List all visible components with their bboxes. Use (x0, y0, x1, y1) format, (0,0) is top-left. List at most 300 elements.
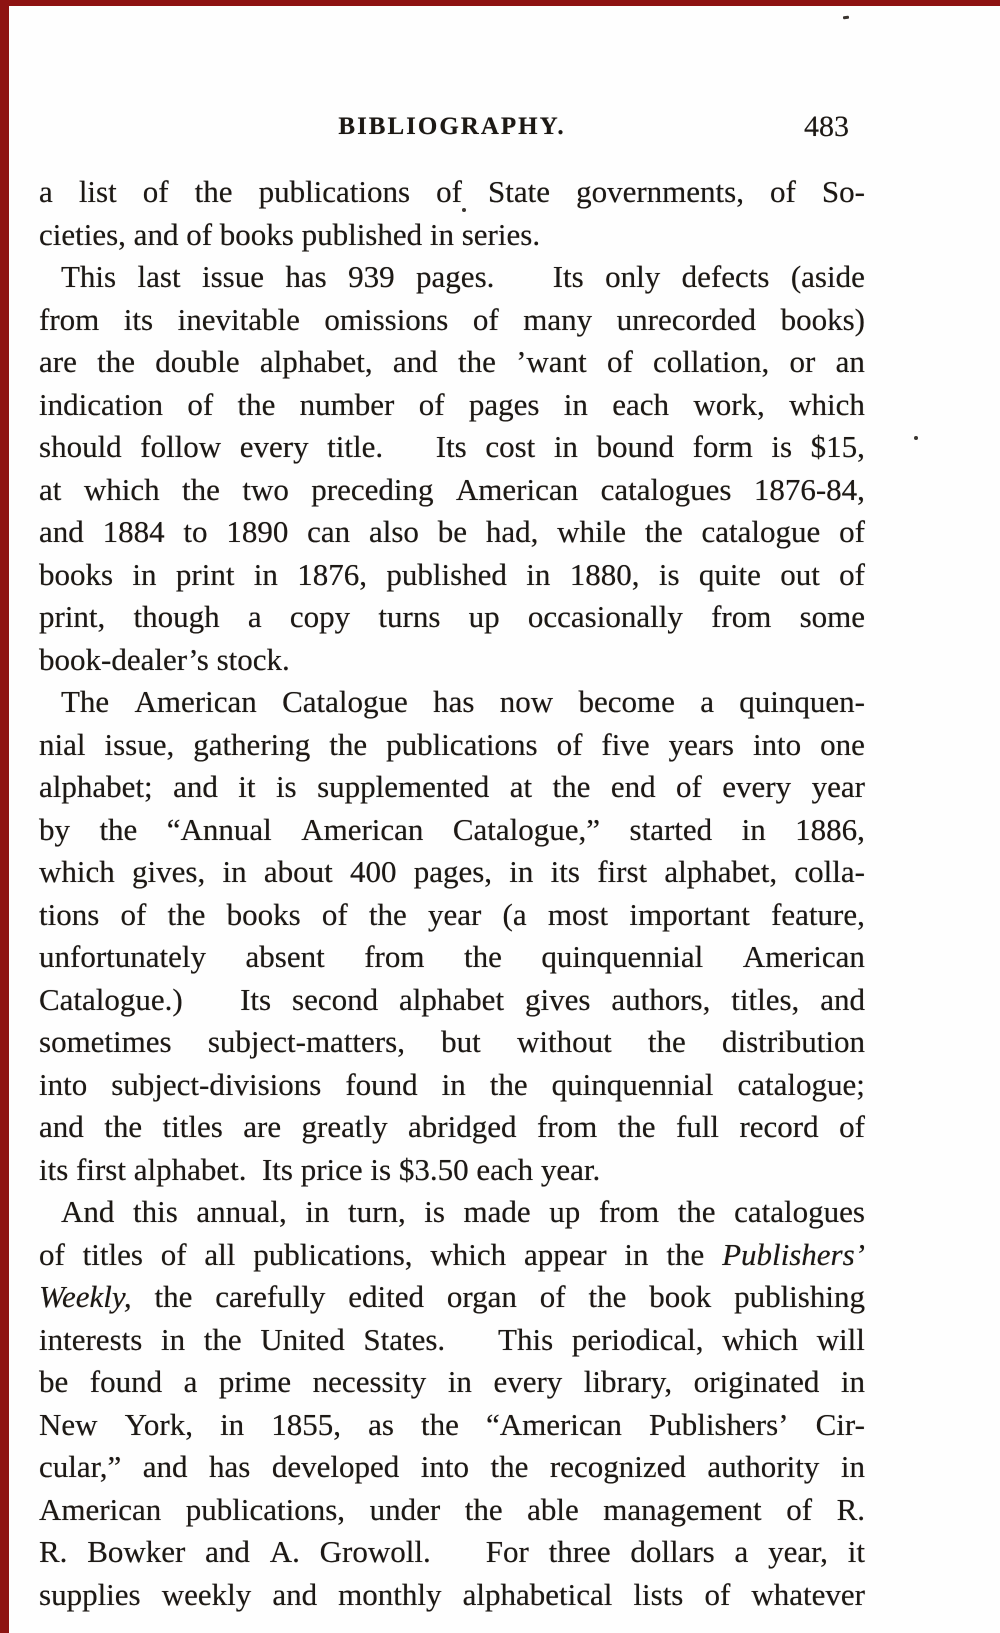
word: And (61, 1194, 115, 1229)
word: gives, (132, 854, 206, 889)
text-line (39, 1489, 865, 1532)
word: are (243, 1109, 282, 1144)
word: publications (258, 174, 411, 209)
word: it (847, 1534, 865, 1569)
word: 1855, (271, 1406, 342, 1442)
word: into (39, 1066, 88, 1102)
word: the (154, 1279, 193, 1314)
word: of (606, 344, 633, 379)
text-line (39, 171, 865, 214)
word: recognized (549, 1449, 686, 1484)
word: a (734, 1534, 749, 1569)
word: out (780, 556, 820, 592)
word: of (321, 896, 348, 932)
word: able (527, 1491, 579, 1527)
word: alphabet, (259, 344, 373, 379)
word: $15, (810, 429, 865, 464)
word: American (134, 684, 257, 719)
word: 1890 (226, 514, 289, 549)
word: number (299, 386, 395, 422)
word: abridged (408, 1109, 517, 1144)
word: of (436, 174, 462, 209)
text-line (39, 214, 865, 257)
word: each (612, 386, 670, 422)
word: of (142, 174, 169, 209)
word: the (457, 344, 496, 379)
word: 400 (349, 854, 397, 889)
word: the (368, 896, 407, 932)
word: in (526, 556, 551, 592)
word: is (658, 556, 680, 592)
word: in (840, 1449, 865, 1484)
word: catalogue; (737, 1066, 865, 1102)
word: catalogues (600, 471, 732, 507)
word: now (499, 684, 554, 719)
word: the (182, 471, 220, 507)
word: be (39, 1364, 69, 1399)
word: 1876, (297, 556, 368, 592)
word: American (301, 811, 424, 847)
word: supplies (39, 1576, 141, 1612)
word: titles (82, 1236, 143, 1272)
word: of (187, 386, 214, 422)
scan-edge-left (0, 0, 9, 1633)
text-line (39, 1319, 865, 1362)
word: of (786, 1491, 813, 1527)
word: and (272, 1576, 318, 1612)
text-line (39, 894, 865, 937)
word: Catalogue (282, 684, 408, 719)
word: absent (245, 939, 325, 974)
word: this (132, 1194, 178, 1229)
word: up (549, 1194, 581, 1229)
word: print (175, 556, 235, 592)
word: year (428, 896, 482, 932)
word: monthly (338, 1576, 442, 1612)
word: publications, (185, 1491, 346, 1527)
word: year, (768, 1534, 828, 1569)
word: form (692, 429, 753, 464)
text-line (39, 596, 865, 639)
word: and (39, 1109, 84, 1144)
word: the (463, 939, 502, 974)
word: be (437, 514, 467, 549)
running-title: BIBLIOGRAPHY. (338, 113, 566, 140)
word: is (275, 769, 297, 804)
word: has (285, 259, 327, 294)
word: list (78, 174, 117, 209)
word: of (120, 896, 147, 932)
word: many (523, 301, 593, 337)
word: had, (485, 514, 539, 549)
word: some (799, 599, 865, 634)
word: in (220, 1406, 245, 1442)
word: lists (633, 1576, 684, 1612)
word: the (237, 386, 276, 422)
word: an (835, 344, 865, 379)
text-segment: its first alphabet. Its price is $3.50 each year. (39, 1151, 601, 1187)
text-line (39, 511, 865, 554)
word: can (307, 514, 351, 549)
word: “Annual (166, 811, 272, 847)
word: of (839, 1109, 865, 1144)
word: though (133, 599, 220, 634)
text-line (39, 1191, 865, 1234)
word: only (605, 259, 661, 294)
text-line (39, 341, 865, 384)
text-line (39, 724, 865, 767)
word: also (368, 514, 419, 549)
word: titles, (731, 981, 800, 1017)
word: nial (39, 726, 86, 762)
text-line (39, 1106, 865, 1149)
word: omissions (324, 301, 449, 337)
word: of (556, 726, 583, 762)
word: occasionally (527, 599, 683, 634)
word: publications (386, 726, 538, 762)
scan-speck (462, 208, 466, 212)
word: follow (140, 429, 222, 464)
text-segment: cieties, and of books published in series. (39, 216, 541, 252)
word: has (433, 684, 475, 719)
word: quinquen- (739, 684, 865, 719)
word: started (629, 811, 713, 847)
word: the (99, 811, 138, 847)
word: of (39, 1236, 65, 1272)
word: print, (39, 599, 106, 634)
word: issue, (104, 726, 175, 762)
word: most (547, 896, 609, 932)
word: last (137, 259, 181, 294)
text-line (39, 426, 865, 469)
text-line (39, 384, 865, 427)
word: Its (240, 981, 272, 1017)
word: in (305, 1194, 330, 1229)
word: at (39, 471, 62, 507)
word: preceding (311, 471, 434, 507)
word: books (39, 556, 114, 592)
word: all (204, 1236, 236, 1272)
word: is (424, 1194, 445, 1229)
word: pages, (413, 854, 493, 889)
word: pages (468, 386, 540, 422)
word: cular,” (39, 1449, 122, 1484)
word: while (557, 514, 627, 549)
word: catalogue (701, 514, 821, 549)
word: colla- (794, 854, 865, 889)
word: and (39, 514, 84, 549)
word: the (677, 1194, 716, 1229)
word: subject-matters, (207, 1024, 405, 1059)
scan-speck (843, 16, 849, 20)
word: from (711, 599, 772, 634)
word: books) (780, 301, 865, 337)
word: 1884 (102, 514, 165, 549)
word: found (89, 1364, 163, 1399)
word: in (447, 1364, 472, 1399)
word: Publishers’ (722, 1236, 865, 1272)
text-line (39, 1574, 865, 1617)
word: gives (524, 981, 591, 1017)
word: the (421, 1406, 459, 1442)
text-line (39, 1276, 865, 1319)
word: in (160, 1321, 186, 1357)
word: sometimes (39, 1024, 172, 1059)
word: into (420, 1449, 470, 1484)
word: of (770, 174, 796, 209)
word: a (39, 174, 53, 209)
word: alphabetical (462, 1576, 613, 1612)
word: Its (435, 429, 467, 464)
word: feature, (771, 896, 865, 932)
word: For (485, 1534, 529, 1569)
word: York, (124, 1406, 193, 1442)
word: into (752, 726, 802, 762)
text-line (39, 256, 865, 299)
word: record (739, 1109, 819, 1144)
word: a (247, 599, 262, 634)
word: weekly (161, 1576, 252, 1612)
text-line (39, 809, 865, 852)
text-segment: book-dealer’s stock. (39, 641, 290, 677)
word: 1876-84, (753, 471, 865, 507)
word: the (617, 1109, 656, 1144)
word: of (160, 1236, 187, 1272)
word: work, (693, 386, 765, 422)
word: become (578, 684, 675, 719)
word: of (839, 556, 865, 592)
word: authors, (611, 981, 711, 1017)
word: interests (39, 1321, 143, 1357)
word: State (488, 174, 551, 209)
word: of (539, 1279, 566, 1314)
word: originated (693, 1364, 820, 1399)
word: and (205, 1534, 250, 1569)
word: distribution (722, 1024, 865, 1059)
word: to (183, 514, 208, 549)
word: quite (698, 556, 761, 592)
word: in (222, 854, 247, 889)
word: from (364, 939, 425, 974)
word: governments, (576, 174, 744, 209)
word: full (675, 1109, 720, 1144)
text-line (39, 639, 865, 682)
word: and (142, 1449, 188, 1484)
word: year (811, 769, 865, 804)
word: the (194, 174, 233, 209)
word: which (83, 471, 160, 507)
word: the (588, 1279, 627, 1314)
word: in (553, 429, 578, 464)
word: of (418, 386, 445, 422)
word: a (183, 1364, 198, 1399)
word: cost (485, 429, 536, 464)
text-line (39, 1531, 865, 1574)
word: every (493, 1364, 563, 1399)
word: developed (271, 1449, 400, 1484)
word: at (509, 769, 533, 804)
word (450, 1531, 466, 1574)
word: pages. (416, 259, 495, 294)
word: the (167, 896, 206, 932)
word: in (563, 386, 588, 422)
word: it (238, 769, 256, 804)
word: 939 (348, 259, 395, 294)
text-line (39, 766, 865, 809)
word: which (39, 854, 115, 889)
word: annual, (196, 1194, 287, 1229)
word: supplemented (317, 769, 490, 804)
word: unfortunately (39, 939, 207, 974)
word: in (132, 556, 157, 592)
page-number: 483 (804, 110, 849, 143)
word: American (39, 1491, 162, 1527)
word: New (39, 1406, 98, 1442)
word: two (242, 471, 289, 507)
word: This (61, 259, 117, 294)
word: a (700, 684, 714, 719)
word: Publishers’ (649, 1406, 789, 1442)
word: made (463, 1194, 531, 1229)
word (464, 1319, 480, 1362)
text-line (39, 1361, 865, 1404)
word: titles (162, 1109, 223, 1144)
word: organ (446, 1279, 517, 1314)
word: five (601, 726, 650, 762)
word: from (39, 301, 100, 337)
word: appear (523, 1236, 607, 1272)
word: found (345, 1066, 418, 1102)
word: its (550, 854, 580, 889)
word: of (472, 301, 499, 337)
word: periodical, (571, 1321, 704, 1357)
word: books (226, 896, 301, 932)
word: every (239, 429, 309, 464)
word: the (666, 1236, 705, 1272)
word: are (39, 344, 77, 379)
word: edited (348, 1279, 425, 1314)
word: has (209, 1449, 251, 1484)
word: the (490, 1449, 529, 1484)
scan-speck (914, 436, 918, 440)
word: alphabet (399, 981, 505, 1017)
word: by (39, 811, 70, 847)
word: every (722, 769, 792, 804)
word: 1886, (795, 811, 865, 847)
word: which (722, 1321, 798, 1357)
word: So- (821, 174, 865, 209)
word: will (816, 1321, 865, 1357)
word: defects (681, 259, 770, 294)
word: turn, (348, 1194, 406, 1229)
word: inevitable (177, 301, 300, 337)
word: Catalogue,” (452, 811, 601, 847)
word: in (441, 1066, 466, 1102)
word: up (468, 599, 500, 634)
word: of (839, 514, 865, 549)
word: (aside (790, 259, 865, 294)
word: whatever (751, 1576, 865, 1612)
word: Cir- (815, 1406, 865, 1442)
text-line (39, 1234, 865, 1277)
word: publications, (253, 1236, 413, 1272)
word: issue (202, 259, 264, 294)
word: library, (583, 1364, 673, 1399)
word: indication (39, 386, 163, 422)
page-header (39, 110, 865, 144)
word: should (39, 429, 122, 464)
word: its (123, 301, 154, 337)
word: This (498, 1321, 554, 1357)
text-line (39, 1064, 865, 1107)
text-line (39, 979, 865, 1022)
word: the (464, 1491, 503, 1527)
word (516, 256, 532, 299)
word: States. (363, 1321, 446, 1357)
text-line (39, 299, 865, 342)
word: quinquennial (541, 939, 704, 974)
word: the (552, 769, 591, 804)
word: book (649, 1279, 712, 1314)
word: collation, (653, 344, 770, 379)
text-line (39, 554, 865, 597)
word: and (392, 344, 438, 379)
word: in (624, 1236, 649, 1272)
text-line (39, 1446, 865, 1489)
word: or (789, 344, 816, 379)
word: Growoll. (319, 1534, 431, 1569)
word: double (155, 344, 240, 379)
word: R. (836, 1491, 865, 1527)
word: Weekly, (39, 1279, 132, 1314)
word: turns (378, 599, 441, 634)
word: from (598, 1194, 660, 1229)
word: in (741, 811, 766, 847)
word: subject-divisions (111, 1066, 322, 1102)
word (204, 979, 220, 1022)
word: necessity (312, 1364, 427, 1399)
scan-edge-top (0, 0, 1000, 6)
word: of (676, 769, 702, 804)
word: and (820, 981, 865, 1017)
word: the (104, 1109, 143, 1144)
word: and (173, 769, 218, 804)
word: A. (269, 1534, 300, 1569)
word: copy (289, 599, 351, 634)
word: from (536, 1109, 598, 1144)
word: authority (707, 1449, 820, 1484)
word: which (789, 386, 865, 422)
text-line (39, 851, 865, 894)
word (402, 426, 418, 469)
word: “American (485, 1406, 622, 1442)
text-line (39, 469, 865, 512)
word: under (369, 1491, 441, 1527)
word: bound (596, 429, 674, 464)
word: in (253, 556, 278, 592)
word: years (668, 726, 734, 762)
word: Catalogue.) (39, 981, 183, 1017)
word: end (610, 769, 656, 804)
word: as (368, 1406, 394, 1442)
word: carefully (215, 1279, 326, 1314)
word: gathering (193, 726, 311, 762)
word: Its (552, 259, 584, 294)
word: American (455, 471, 579, 507)
word: important (629, 896, 750, 932)
word: without (516, 1024, 612, 1059)
word: the (203, 1321, 242, 1357)
